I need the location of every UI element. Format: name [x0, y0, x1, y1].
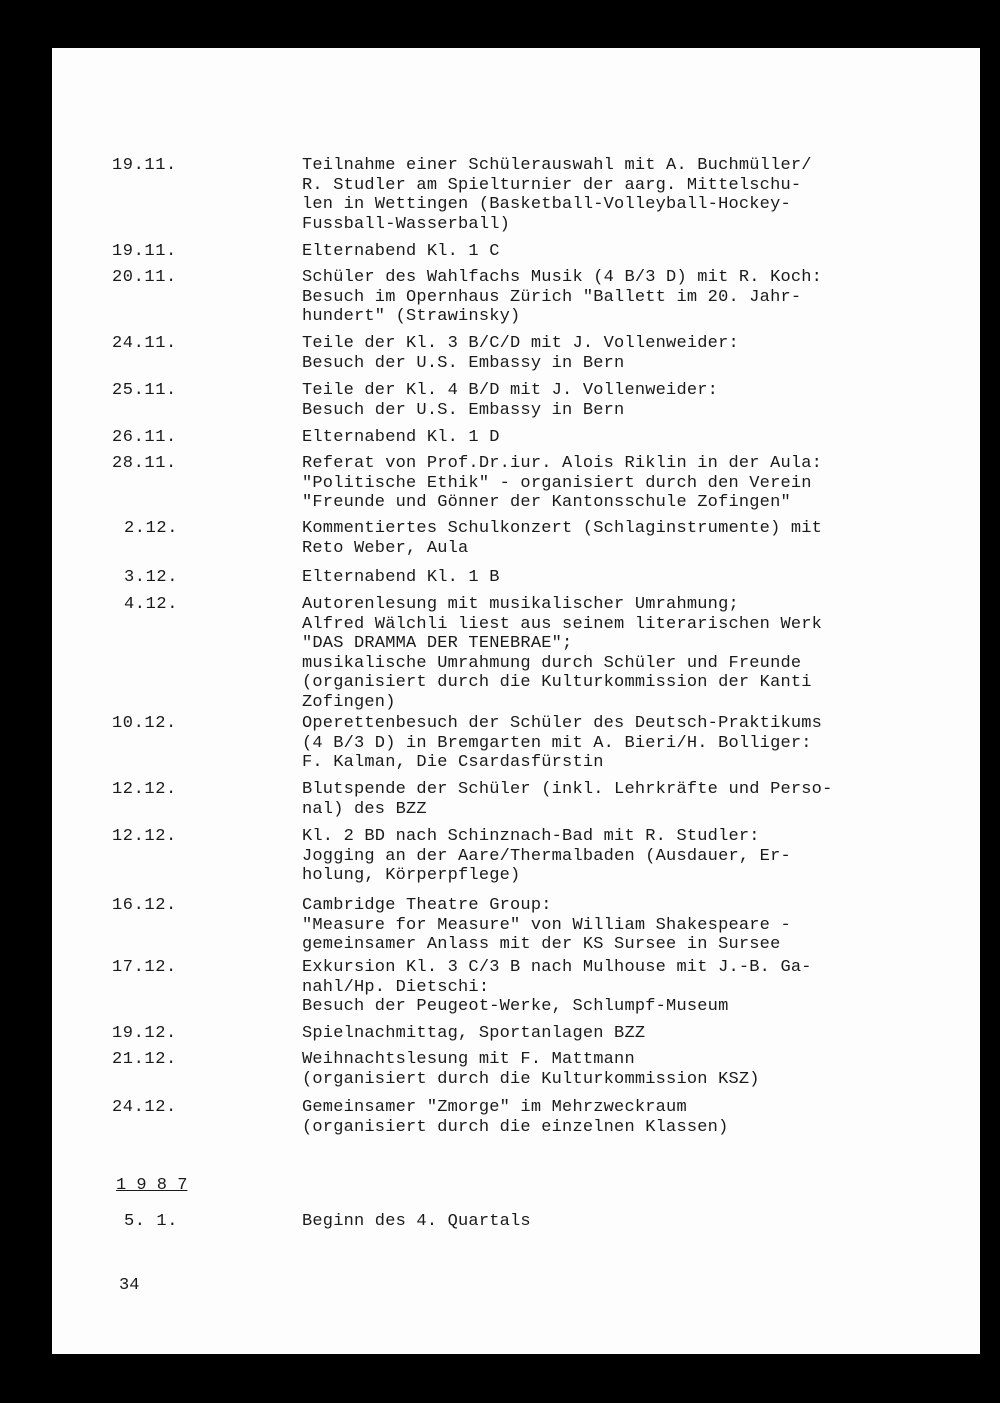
entry-description: [302, 568, 962, 588]
entry-date: 26.11.: [112, 428, 177, 447]
description-line: musikalische Umrahmung durch Schüler und Freunde: [302, 653, 802, 673]
description-line: Spielnachmittag, Sportanlagen BZZ: [302, 1024, 646, 1043]
description-line: Referat von Prof.Dr.iur. Alois Riklin in der Aula:: [302, 454, 823, 473]
description-line: Elternabend Kl. 1 B: [302, 568, 500, 587]
entry-description: [302, 896, 962, 955]
entry-description: [302, 381, 962, 420]
description-line: Reto Weber, Aula: [302, 538, 469, 558]
description-line: Operettenbesuch der Schüler des Deutsch-Praktikums: [302, 714, 823, 733]
description-line: Zofingen): [302, 692, 396, 712]
entry-description: [302, 1098, 962, 1137]
entry-description: [302, 827, 962, 886]
entry-description: [302, 714, 962, 773]
description-line: Schüler des Wahlfachs Musik (4 B/3 D) mit R. Koch:: [302, 268, 823, 287]
document-page: [52, 48, 980, 1354]
description-line: Teilnahme einer Schülerauswahl mit A. Buchmüller/: [302, 156, 812, 175]
entry-description: [302, 334, 962, 373]
description-line: R. Studler am Spielturnier der aarg. Mittelschu-: [302, 175, 802, 195]
entry-description: [302, 1212, 962, 1232]
description-line: Elternabend Kl. 1 D: [302, 428, 500, 447]
entry-date: 12.12.: [112, 780, 177, 799]
description-line: Cambridge Theatre Group:: [302, 896, 552, 915]
description-line: Exkursion Kl. 3 C/3 B nach Mulhouse mit J.-B. Ga-: [302, 958, 812, 977]
description-line: F. Kalman, Die Csardasfürstin: [302, 753, 604, 772]
description-line: (organisiert durch die Kulturkommission der Kanti: [302, 673, 812, 692]
description-line: (4 B/3 D) in Bremgarten mit A. Bieri/H. Bolliger:: [302, 733, 812, 753]
entry-description: [302, 1024, 962, 1044]
entry-description: [302, 780, 962, 819]
description-line: (organisiert durch die einzelnen Klassen): [302, 1117, 729, 1137]
entry-description: [302, 242, 962, 262]
description-line: nal) des BZZ: [302, 799, 427, 819]
page-number: 34: [119, 1276, 140, 1295]
entry-date: 20.11.: [112, 268, 177, 287]
entry-description: [302, 454, 962, 513]
entry-date: 10.12.: [112, 714, 177, 733]
description-line: Gemeinsamer "Zmorge" im Mehrzweckraum: [302, 1098, 687, 1117]
description-line: "Measure for Measure" von William Shakespeare -: [302, 915, 791, 935]
year-heading: 1 9 8 7: [116, 1176, 188, 1195]
entry-date: 24.11.: [112, 334, 177, 353]
description-line: (organisiert durch die Kulturkommission KSZ): [302, 1069, 760, 1089]
entry-description: [302, 595, 962, 712]
entry-description: [302, 1050, 962, 1089]
description-line: Jogging an der Aare/Thermalbaden (Ausdauer, Er-: [302, 846, 791, 866]
entry-date: 19.11.: [112, 156, 177, 175]
description-line: Beginn des 4. Quartals: [302, 1212, 531, 1231]
description-line: Besuch der U.S. Embassy in Bern: [302, 353, 625, 373]
entry-description: [302, 156, 962, 234]
entry-date: 24.12.: [112, 1098, 177, 1117]
entry-date: 17.12.: [112, 958, 177, 977]
entry-date: 16.12.: [112, 896, 177, 915]
entry-description: [302, 428, 962, 448]
entry-date: 5. 1.: [124, 1212, 179, 1231]
description-line: Kommentiertes Schulkonzert (Schlaginstrumente) mit: [302, 519, 823, 538]
description-line: Autorenlesung mit musikalischer Umrahmung;: [302, 595, 739, 614]
entry-date: 12.12.: [112, 827, 177, 846]
description-line: Kl. 2 BD nach Schinznach-Bad mit R. Studler:: [302, 827, 760, 846]
description-line: Besuch im Opernhaus Zürich "Ballett im 20. Jahr-: [302, 287, 802, 307]
entry-date: 3.12.: [124, 568, 179, 587]
description-line: gemeinsamer Anlass mit der KS Sursee in Sursee: [302, 935, 781, 954]
entry-date: 19.12.: [112, 1024, 177, 1043]
description-line: Teile der Kl. 3 B/C/D mit J. Vollenweider:: [302, 334, 739, 353]
entry-date: 2.12.: [124, 519, 179, 538]
entry-date: 4.12.: [124, 595, 179, 614]
entry-date: 19.11.: [112, 242, 177, 261]
description-line: Teile der Kl. 4 B/D mit J. Vollenweider:: [302, 381, 719, 400]
description-line: nahl/Hp. Dietschi:: [302, 977, 490, 997]
description-line: Blutspende der Schüler (inkl. Lehrkräfte und Perso-: [302, 780, 833, 799]
description-line: Elternabend Kl. 1 C: [302, 242, 500, 261]
entry-date: 21.12.: [112, 1050, 177, 1069]
description-line: "DAS DRAMMA DER TENEBRAE";: [302, 634, 573, 653]
description-line: Besuch der Peugeot-Werke, Schlumpf-Museum: [302, 997, 729, 1016]
description-line: holung, Körperpflege): [302, 866, 521, 885]
description-line: len in Wettingen (Basketball-Volleyball-Hockey-: [302, 195, 791, 214]
entry-description: [302, 519, 962, 558]
description-line: "Politische Ethik" - organisiert durch den Verein: [302, 473, 812, 493]
description-line: Fussball-Wasserball): [302, 214, 511, 234]
description-line: Alfred Wälchli liest aus seinem literarischen Werk: [302, 614, 823, 634]
description-line: "Freunde und Gönner der Kantonsschule Zofingen": [302, 493, 791, 512]
entry-date: 25.11.: [112, 381, 177, 400]
entry-date: 28.11.: [112, 454, 177, 473]
entry-description: [302, 268, 962, 327]
description-line: hundert" (Strawinsky): [302, 307, 521, 326]
description-line: Weihnachtslesung mit F. Mattmann: [302, 1050, 635, 1069]
entry-description: [302, 958, 962, 1017]
description-line: Besuch der U.S. Embassy in Bern: [302, 400, 625, 420]
